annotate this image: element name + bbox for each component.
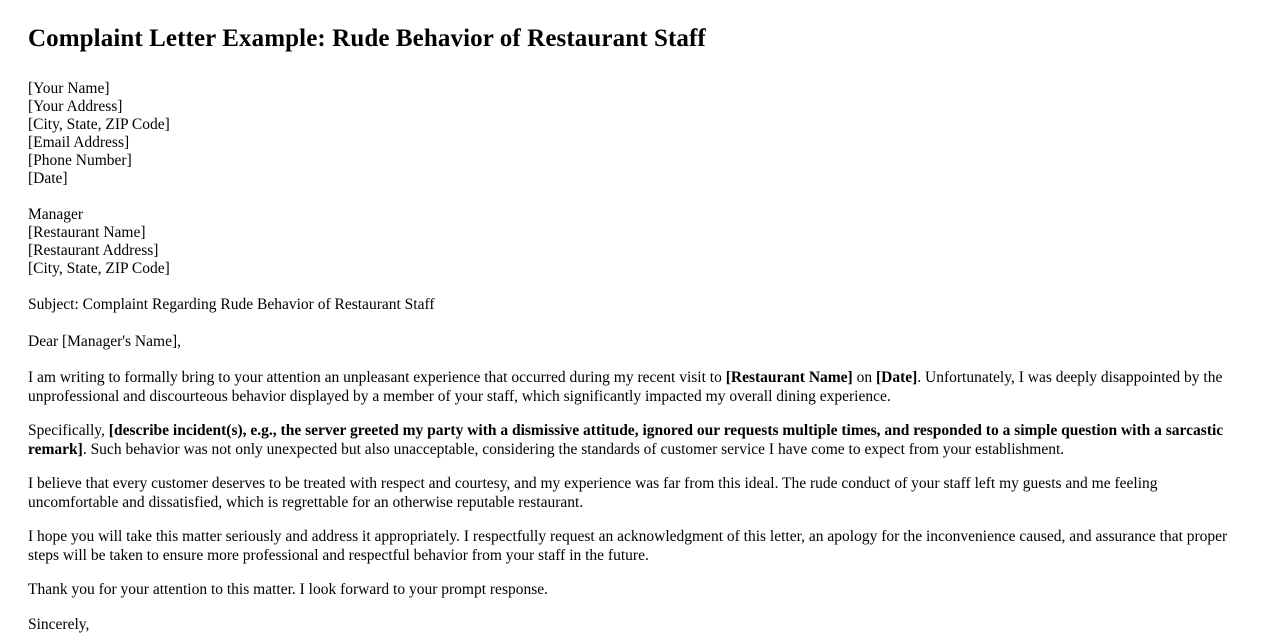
paragraph-2-text-1: Specifically,	[28, 422, 109, 439]
paragraph-1-bold-date: [Date]	[875, 369, 918, 386]
paragraph-2-bold-incident: [describe incident(s), e.g., the server greeted my party with a dismissive attitude, ignored our requests multiple times, and responded to a simple question with a sarcastic remark]	[28, 422, 1224, 458]
subject-line: Subject: Complaint Regarding Rude Behavior of Restaurant Staff	[28, 296, 435, 313]
recipient-address-block	[28, 206, 1250, 278]
paragraph-1-bold-restaurant-name: [Restaurant Name]	[725, 369, 853, 386]
recipient-line-address: [Restaurant Address]	[28, 242, 159, 259]
body-paragraph-4: I hope you will take this matter seriously and address it appropriately. I respectfully request an acknowledgment of this letter, an apology for the inconvenience caused, and assurance that proper steps will be taken to ensure more professional and respectful behavior from your staff in the future.	[28, 528, 1228, 564]
body-paragraph-3: I believe that every customer deserves to be treated with respect and courtesy, and my experience was far from this ideal. The rude conduct of your staff left my guests and me feeling uncomfortable and dissatisfied, which is regrettable for an otherwise reputable restaurant.	[28, 475, 1158, 511]
body-paragraph-1	[28, 369, 1250, 406]
closing: Sincerely,	[28, 615, 90, 633]
recipient-line-name: [Restaurant Name]	[28, 224, 146, 241]
sender-line-city: [City, State, ZIP Code]	[28, 116, 170, 133]
salutation: Dear [Manager's Name],	[28, 332, 181, 350]
sender-line-address: [Your Address]	[28, 98, 123, 115]
paragraph-1-text-2: on	[852, 369, 876, 386]
sender-line-phone: [Phone Number]	[28, 152, 132, 169]
body-paragraph-2	[28, 422, 1250, 459]
sender-line-email: [Email Address]	[28, 134, 130, 151]
body-paragraph-5: Thank you for your attention to this matter. I look forward to your prompt response.	[28, 581, 549, 598]
page-title: Complaint Letter Example: Rude Behavior of Restaurant Staff	[28, 25, 706, 52]
paragraph-2-text-2: . Such behavior was not only unexpected but also unacceptable, considering the standards of customer service I have come to expect from your establishment.	[82, 440, 1065, 458]
sender-address-block	[28, 80, 1250, 188]
paragraph-1-text-3: . Unfortunately, I was deeply disappointed by the unprofessional and discourteous behavior displayed by a member of your staff, which significantly impacted my overall dining experience.	[28, 369, 1223, 405]
sender-line-name: [Your Name]	[28, 80, 110, 97]
recipient-line-city: [City, State, ZIP Code]	[28, 260, 170, 277]
recipient-line-title: Manager	[28, 206, 84, 223]
sender-line-date: [Date]	[28, 170, 68, 187]
paragraph-1-text-1: I am writing to formally bring to your attention an unpleasant experience that occurred during my recent visit to	[28, 369, 726, 386]
